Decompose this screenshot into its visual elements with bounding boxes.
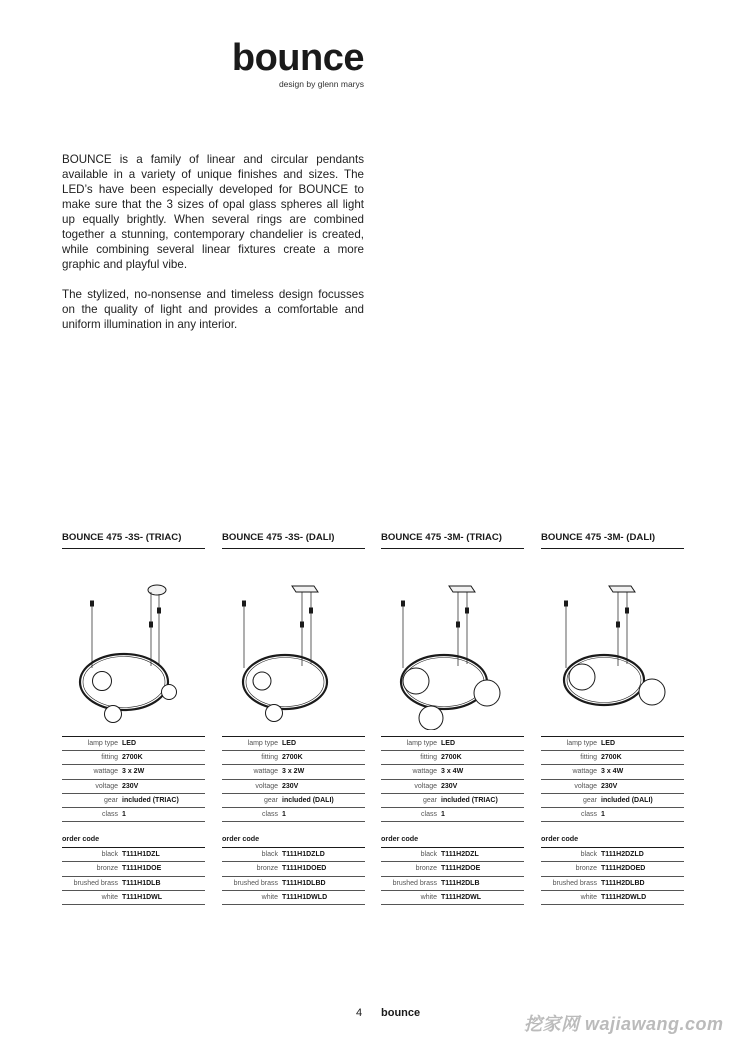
spec-row: lamp type LED [62,737,205,751]
brand-header [200,38,364,89]
order-row: bronze T111H2DOE [381,862,524,876]
spec-row: fitting 2700K [222,751,365,765]
spec-row: class 1 [222,808,365,822]
product-drawing [222,558,365,730]
product-card-2 [222,532,365,905]
spec-row: wattage 3 x 4W [541,765,684,779]
footer-brand: bounce [381,1007,421,1019]
spec-row: voltage 230V [62,780,205,794]
pendant-illustration [381,558,524,730]
product-card-3 [381,532,524,905]
watermark: 挖家网 wajiawang.com [524,1014,724,1034]
spec-row: gear included (DALI) [222,794,365,808]
designer-credit: design by glenn marys [278,79,364,89]
order-code-table [541,848,684,905]
order-row: black T111H2DZLD [541,848,684,862]
product-title: BOUNCE 475 -3S- (TRIAC) [62,532,205,549]
spec-table [62,736,205,822]
page-title: bounce [231,37,364,79]
order-row: white T111H2DWLD [541,891,684,905]
product-drawing [62,558,205,730]
product-title: BOUNCE 475 -3M- (DALI) [541,532,684,549]
spec-row: wattage 3 x 2W [62,765,205,779]
order-row: brushed brass T111H2DLBD [541,877,684,891]
spec-row: wattage 3 x 2W [222,765,365,779]
spec-row: wattage 3 x 4W [381,765,524,779]
spec-row: voltage 230V [222,780,365,794]
pendant-illustration [541,558,684,730]
spec-row: voltage 230V [541,780,684,794]
order-row: black T111H2DZL [381,848,524,862]
page-number: 4 [356,1007,363,1019]
product-card-1 [62,532,205,905]
spec-row: lamp type LED [222,737,365,751]
order-code-table [381,848,524,905]
order-code-label: order code [62,834,205,848]
order-row: bronze T111H1DOED [222,862,365,876]
spec-table [541,736,684,822]
product-title: BOUNCE 475 -3M- (TRIAC) [381,532,524,549]
order-row: brushed brass T111H2DLB [381,877,524,891]
intro-text [62,152,364,347]
order-row: bronze T111H1DOE [62,862,205,876]
product-drawing [381,558,524,730]
order-row: black T111H1DZLD [222,848,365,862]
spec-row: fitting 2700K [62,751,205,765]
spec-row: class 1 [62,808,205,822]
spec-row: fitting 2700K [381,751,524,765]
order-row: white T111H1DWL [62,891,205,905]
pendant-illustration [222,558,365,730]
spec-row: class 1 [541,808,684,822]
order-row: black T111H1DZL [62,848,205,862]
spec-row: fitting 2700K [541,751,684,765]
spec-table [222,736,365,822]
spec-row: gear included (TRIAC) [381,794,524,808]
intro-paragraph-1: BOUNCE is a family of linear and circular pendants available in a variety of unique finishes and sizes. The LED’s have been especially developed for BOUNCE to make sure that the 3 sizes of opal glass spheres all light up equally brightly. When several rings are combined together a stunning, contemporary chandelier is created, while combining several linear fixtures create a more graphic and playful vibe. [62,153,364,271]
product-drawing [541,558,684,730]
order-row: brushed brass T111H1DLB [62,877,205,891]
spec-row: gear included (TRIAC) [62,794,205,808]
order-row: brushed brass T111H1DLBD [222,877,365,891]
order-row: white T111H2DWL [381,891,524,905]
spec-row: gear included (DALI) [541,794,684,808]
spec-table [381,736,524,822]
intro-paragraph-2: The stylized, no-nonsense and timeless design focusses on the quality of light and provides a comfortable and uniform illumination in any interior. [62,288,364,331]
order-code-table [62,848,205,905]
product-title: BOUNCE 475 -3S- (DALI) [222,532,365,549]
order-code-label: order code [541,834,684,848]
order-row: white T111H1DWLD [222,891,365,905]
order-row: bronze T111H2DOED [541,862,684,876]
spec-row: lamp type LED [541,737,684,751]
pendant-illustration [62,558,205,730]
product-card-4 [541,532,684,905]
spec-row: lamp type LED [381,737,524,751]
order-code-table [222,848,365,905]
spec-row: class 1 [381,808,524,822]
order-code-label: order code [222,834,365,848]
spec-row: voltage 230V [381,780,524,794]
order-code-label: order code [381,834,524,848]
